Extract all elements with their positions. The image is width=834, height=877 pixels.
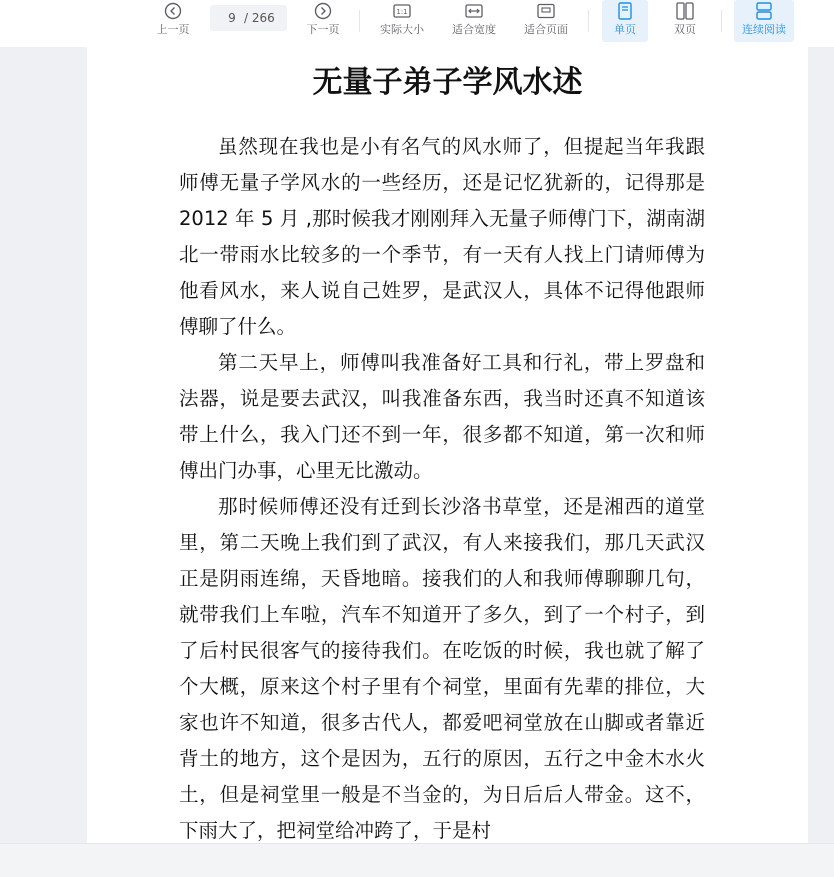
fit-width-label: 适合宽度 bbox=[452, 23, 496, 36]
continuous-reading-label: 连续阅读 bbox=[742, 23, 786, 36]
double-page-button[interactable] bbox=[662, 0, 708, 42]
svg-text:1:1: 1:1 bbox=[396, 8, 408, 16]
single-page-icon bbox=[617, 0, 633, 22]
fit-page-button[interactable] bbox=[518, 0, 574, 42]
fit-page-label: 适合页面 bbox=[524, 23, 568, 36]
prev-page-button[interactable] bbox=[150, 0, 196, 42]
next-page-button[interactable] bbox=[300, 0, 346, 42]
page-number-box[interactable] bbox=[210, 5, 287, 31]
fit-page-icon bbox=[537, 0, 555, 22]
fit-width-button[interactable] bbox=[446, 0, 502, 42]
fit-width-icon bbox=[465, 0, 483, 22]
actual-size-label: 实际大小 bbox=[380, 23, 424, 36]
paragraph: 第二天早上，师傅叫我准备好工具和行礼，带上罗盘和法器，说是要去武汉，叫我准备东西，我当时还真不知道该带上什么，我入门还不到一年，很多都不知道，第一次和师傅出门办事，心里无比激动。 bbox=[179, 351, 705, 482]
document-body bbox=[179, 129, 705, 849]
continuous-reading-icon bbox=[755, 0, 773, 22]
toolbar-divider bbox=[721, 10, 722, 32]
page-title: 无量子弟子学风水述 bbox=[312, 65, 583, 100]
single-page-button[interactable] bbox=[602, 0, 648, 42]
single-page-label: 单页 bbox=[614, 23, 636, 36]
chevron-left-circle-icon bbox=[164, 0, 182, 22]
double-page-icon bbox=[676, 0, 694, 22]
current-page-input[interactable]: 9 bbox=[228, 11, 236, 25]
toolbar bbox=[0, 0, 834, 47]
prev-page-label: 上一页 bbox=[156, 23, 190, 36]
toolbar-divider bbox=[359, 10, 360, 32]
next-page-label: 下一页 bbox=[306, 23, 340, 36]
continuous-reading-button[interactable] bbox=[734, 0, 794, 42]
paragraph: 虽然现在我也是小有名气的风水师了，但提起当年我跟师傅无量子学风水的一些经历，还是记忆犹新的，记得那是 2012 年 5 月 ,那时候我才刚刚拜入无量子师傅门下，湖南湖北一带雨水比较多的一个季节，有一天有人找上门请师傅为他看风水，来人说自己姓罗，是武汉人，具体不记得他跟师傅聊了什么。 bbox=[179, 135, 705, 338]
toolbar-divider bbox=[588, 10, 589, 32]
actual-size-icon bbox=[393, 0, 411, 22]
document-page bbox=[87, 47, 808, 843]
total-pages: / 266 bbox=[244, 11, 275, 25]
double-page-label: 双页 bbox=[674, 23, 696, 36]
actual-size-button[interactable] bbox=[374, 0, 430, 42]
bottom-bar bbox=[0, 843, 834, 877]
chevron-right-circle-icon bbox=[314, 0, 332, 22]
paragraph: 那时候师傅还没有迁到长沙洛书草堂，还是湘西的道堂里，第二天晚上我们到了武汉，有人来接我们，那几天武汉正是阴雨连绵，天昏地暗。接我们的人和我师傅聊聊几句，就带我们上车啦，汽车不知道开了多久，到了一个村子，到了后村民很客气的接待我们。在吃饭的时候，我也就了解了个大概，原来这个村子里有个祠堂，里面有先辈的排位，大家也许不知道，很多古代人，都爱吧祠堂放在山脚或者靠近背土的地方，这个是因为，五行的原因，五行之中金木水火土，但是祠堂里一般是不当金的，为日后后人带金。这不，下雨大了，把祠堂给冲跨了，于是村 bbox=[179, 495, 705, 842]
